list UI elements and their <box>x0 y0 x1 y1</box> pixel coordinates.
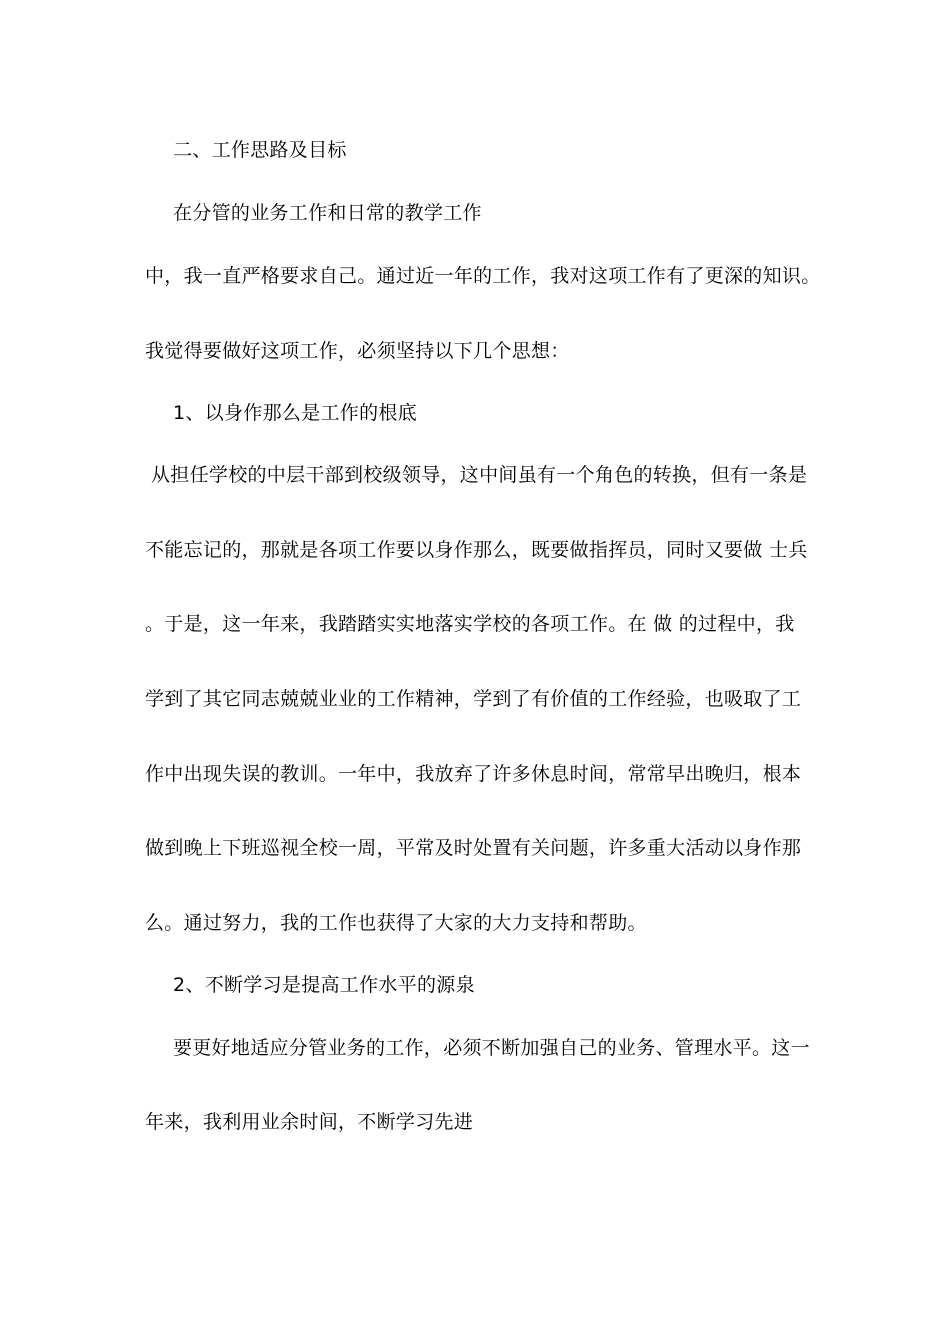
paragraph-line: 年来，我利用业余时间，不断学习先进 <box>145 1111 474 1133</box>
paragraph-line: 。于是，这一年来，我踏踏实实地落实学校的各项工作。在 做 的过程中，我 <box>145 613 795 635</box>
paragraph-line: 中，我一直严格要求自己。通过近一年的工作，我对这项工作有了更深的知识。 <box>145 265 821 287</box>
subheading: 1、以身作那么是工作的根底 <box>173 402 417 424</box>
paragraph-line: 在分管的业务工作和日常的教学工作 <box>173 202 482 224</box>
paragraph-line: 从担任学校的中层干部到校级领导，这中间虽有一个角色的转换，但有一条是 <box>151 464 808 486</box>
section-heading: 二、工作思路及目标 <box>173 139 347 161</box>
paragraph-line: 我觉得要做好这项工作，必须坚持以下几个思想： <box>145 340 570 362</box>
paragraph-line: 学到了其它同志兢兢业业的工作精神，学到了有价值的工作经验，也吸取了工 <box>145 688 802 710</box>
paragraph-line: 么。通过努力，我的工作也获得了大家的大力支持和帮助。 <box>145 912 647 934</box>
paragraph-line: 做到晚上下班巡视全校一周，平常及时处置有关问题，许多重大活动以身作那 <box>145 837 802 859</box>
paragraph-line: 作中出现失误的教训。一年中，我放弃了许多休息时间，常常早出晚归，根本 <box>145 763 802 785</box>
paragraph-line: 不能忘记的，那就是各项工作要以身作那么，既要做指挥员，同时又要做 士兵 <box>145 539 808 561</box>
paragraph-line: 要更好地适应分管业务的工作，必须不断加强自己的业务、管理水平。这一 <box>173 1037 810 1059</box>
subheading: 2、不断学习是提高工作水平的源泉 <box>173 974 475 996</box>
